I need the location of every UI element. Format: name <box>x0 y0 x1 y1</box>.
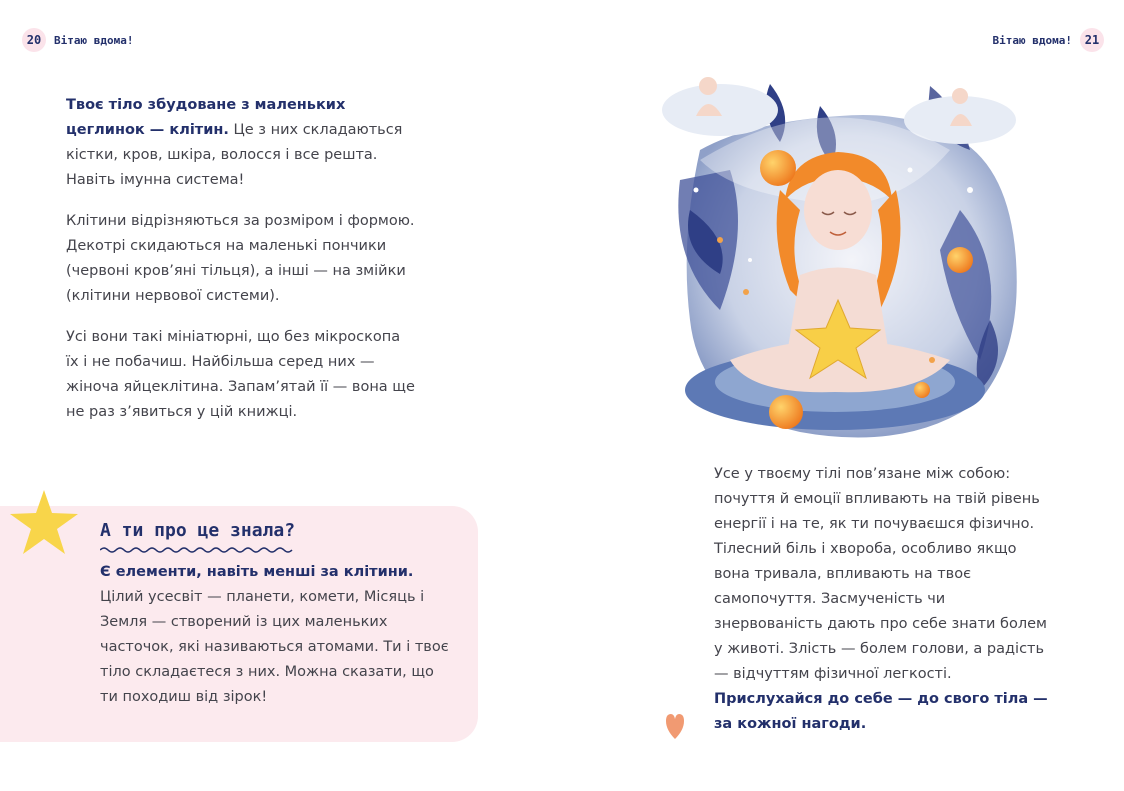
paragraph-1-text: Це з них складаються кістки, кров, шкіра, волосся і все решта. Навіть імунна система! <box>66 122 403 188</box>
paragraph-3: Усі вони такі мініатюрні, що без мікроскопа їх і не побачиш. Найбільша серед них — жіноча яйцеклітина. Запам’ятай її — вона ще не раз з’явиться у цій книжці. <box>66 329 415 420</box>
callout-title: А ти про це знала? <box>100 520 296 541</box>
left-header <box>22 28 133 52</box>
star-icon <box>8 488 80 556</box>
paragraph-2: Клітини відрізняються за розміром і формою. Декотрі скидаються на маленькі пончики (червоні кров’яні тільця), а інші — на змійки (клітини нервової системи). <box>66 213 415 304</box>
page-number-right: 21 <box>1080 28 1104 52</box>
paragraph-1-lead: Твоє тіло збудоване з маленьких цеглинок — клітин. <box>66 97 346 138</box>
page-number-left: 20 <box>22 28 46 52</box>
paragraph-1 <box>66 93 416 193</box>
paragraph-4 <box>714 462 1054 737</box>
heart-icon <box>664 712 686 740</box>
callout-text: Цілий усесвіт — планети, комети, Місяць і Земля — створений із цих маленьких часточок, які називаються атомами. Ти і твоє тіло складаєтеся з них. Можна сказати, що ти походиш від зірок! <box>100 589 449 705</box>
running-title-right: Вітаю вдома! <box>992 33 1072 47</box>
right-header <box>993 28 1104 52</box>
wavy-underline <box>100 546 296 554</box>
meditation-illustration <box>660 60 1020 448</box>
right-page <box>562 0 1124 791</box>
left-body-text <box>66 93 416 441</box>
paragraph-4-emphasis: Прислухайся до себе — до свого тіла — за кожної нагоди. <box>714 691 1048 732</box>
right-body-text <box>714 462 1054 753</box>
callout-lead: Є елементи, навіть менші за клітини. <box>100 564 414 580</box>
callout-body <box>100 560 450 710</box>
paragraph-4-text: Усе у твоєму тілі пов’язане між собою: почуття й емоції впливають на твій рівень енергії і на те, як ти почуваєшся фізично. Тілесний біль і хвороба, особливо якщо вона тривала, впливають на твоє самопочуття. Засмученість чи знервованість дають про себе знати болем у животі. Злість — болем голови, а радість — відчуттям фізичної легкості. <box>714 466 1047 682</box>
running-title-left: Вітаю вдома! <box>54 33 134 47</box>
